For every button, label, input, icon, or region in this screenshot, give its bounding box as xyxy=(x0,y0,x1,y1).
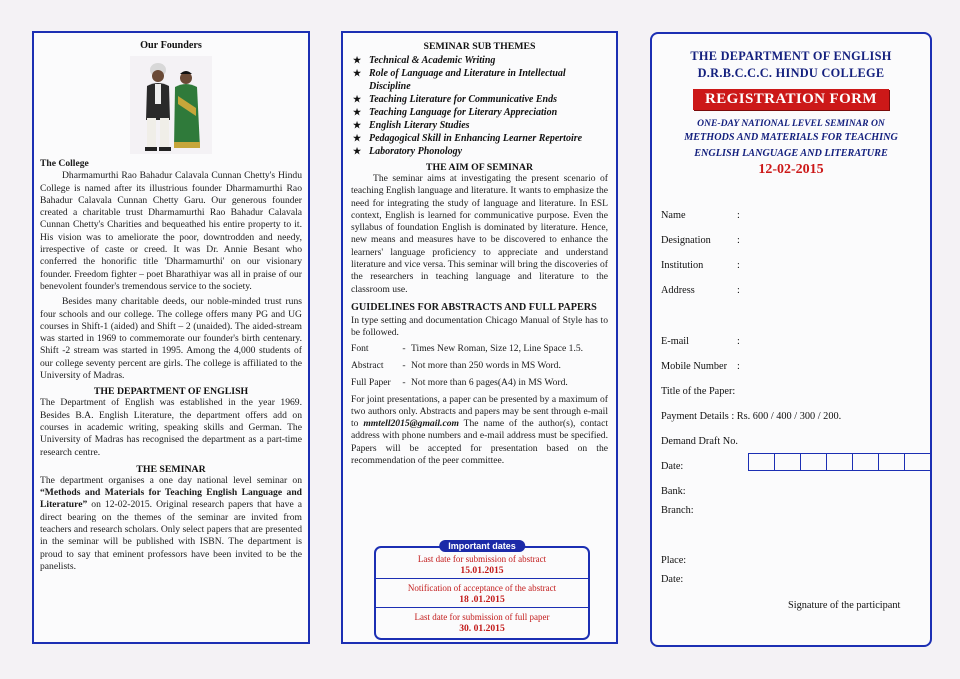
subtheme-item: ★ Role of Language and Literature in Intellectual Discipline xyxy=(353,68,566,92)
guidelines-heading: GUIDELINES FOR ABSTRACTS AND FULL PAPERS xyxy=(351,301,597,313)
date-field[interactable]: Date: xyxy=(661,574,684,585)
registration-form-title: REGISTRATION FORM xyxy=(693,89,889,110)
aim-paragraph: The seminar aims at investigating the present scenario of teaching English language and literature. It wants to emphasize the need for integrating the study of language and literature. In ESL context, English is learned for communicative purpose. Even the syllabus of foundation English is dominated by literature. Hence, new means and measures have to be discovered to enhance the learners' language proficiency to appreciate and understand literature and vice versa. This seminar will bring the discoveries of the researchers in teaching language and literature to the classroom use. xyxy=(351,173,608,295)
subtheme-item: ★ Technical & Academic Writing xyxy=(353,55,496,66)
payment-details: Payment Details : Rs. 600 / 400 / 300 / 200. xyxy=(661,411,842,422)
star-icon: ★ xyxy=(353,107,362,117)
email-link[interactable]: mmtell2015@gmail.com xyxy=(363,418,459,430)
star-icon: ★ xyxy=(353,146,362,156)
date-row: Last date for submission of full paper 30. 01.2015 xyxy=(414,612,550,634)
college-paragraph-2: Besides many charitable deeds, our noble-minded trust runs four schools and our college. The college offers many PG and UG courses in Shift-1 (aided) and Shift – 2 (unaided). The aided-stream was started in 1969 to commemorate our founder's birth centenary. Shift -2 stream was started in 1995. Among the 4,000 students of our college seventy percent are girls. The college is affiliated to the University of Madras. xyxy=(40,296,302,382)
subtheme-item: ★ Pedagogical Skill in Enhancing Learner Repertoire xyxy=(353,133,583,144)
subtheme-item: ★ Teaching Language for Literary Appreciation xyxy=(353,107,558,118)
joint-paragraph: For joint presentations, a paper can be presented by a maximum of two authors only. Abstracts and papers may be sent through e-mail to mmtell2015@gmail.com The name of the author(s), contact address with phone numbers and e-mail address must be specified. Papers will be accepted for presentation based on the recommendation of the peer committee. xyxy=(351,393,608,467)
founders-photo xyxy=(130,56,212,154)
college-name: D.R.B.C.C.C. HINDU COLLEGE xyxy=(697,66,885,80)
mobile-label: Mobile Number xyxy=(661,361,728,372)
mobile-field[interactable]: : xyxy=(737,361,740,372)
aim-heading: THE AIM OF SEMINAR xyxy=(425,162,534,173)
seminar-text-end: on 12-02-2015. Original research papers that have a direct bearing on the themes of the seminar are invited from teachers and research scholars. Only select papers that are presented in the seminar will be published with ISBN. The department is proud to say that eminent professors have been invited to be the panelists. xyxy=(40,499,302,572)
seminar-date: 12-02-2015 xyxy=(758,162,824,177)
designation-field[interactable]: : xyxy=(737,235,740,246)
college-paragraph-1: Dharmamurthi Rao Bahadur Calavala Cunnan Chetty's Hindu College is named after its illustrious founder Dharmamurthi Rao Bahadur Calavala Cunnan Chetty Garu. Our generous founder created a charitable trust Dharmamurthi Rao Bahadur Calavala Cunnan Chetty's Charities and bequeathed his entire property to it. His vision was to ameliorate the poor, downtrodden and needy, irrespective of caste or creed. It was Dr. Annie Besant who conferred the honorific title 'Dharmamurthi' on our visionary founder. Freedom fighter – poet Bharathiyar was all in praise of our benevolent founder's tremendous service to the society. xyxy=(40,170,302,292)
dd-date-boxes[interactable] xyxy=(748,453,931,471)
subthemes-list xyxy=(351,54,608,158)
star-icon: ★ xyxy=(353,94,362,104)
important-dates-box xyxy=(374,541,590,640)
seminar-paragraph xyxy=(40,475,302,573)
founders-title: Our Founders xyxy=(140,40,202,51)
dept-name: THE DEPARTMENT OF ENGLISH xyxy=(690,49,892,63)
seminar-title-2: ENGLISH LANGUAGE AND LITERATURE xyxy=(694,148,888,159)
important-dates-title: Important dates xyxy=(439,540,525,552)
name-field[interactable]: : xyxy=(737,210,740,221)
paper-title-field[interactable]: Title of the Paper: xyxy=(661,386,736,397)
date-row: Last date for submission of abstract 15.01.2015 xyxy=(417,554,547,576)
institution-label: Institution xyxy=(661,260,704,271)
date-row: Notification of acceptance of the abstract 18 .01.2015 xyxy=(407,583,557,605)
seminar-title-1: METHODS AND MATERIALS FOR TEACHING xyxy=(684,132,898,143)
subthemes-heading: SEMINAR SUB THEMES xyxy=(423,41,536,52)
place-field[interactable]: Place: xyxy=(661,555,687,566)
founders-panel xyxy=(32,31,310,644)
designation-label: Designation xyxy=(661,235,711,246)
branch-field[interactable]: Branch: xyxy=(661,505,694,516)
dd-date-label: Date: xyxy=(661,461,684,472)
college-heading: The College xyxy=(40,158,89,169)
seminar-heading: THE SEMINAR xyxy=(136,463,206,475)
seminar-line: ONE-DAY NATIONAL LEVEL SEMINAR ON xyxy=(697,118,885,129)
institution-field[interactable]: : xyxy=(737,260,740,271)
seminar-title: “Methods and Materials for Teaching English Language and Literature” xyxy=(40,487,302,511)
demand-draft-label: Demand Draft No. xyxy=(661,436,738,447)
star-icon: ★ xyxy=(353,133,362,143)
star-icon: ★ xyxy=(353,120,362,130)
department-heading: THE DEPARTMENT OF ENGLISH xyxy=(93,386,249,398)
email-label: E-mail xyxy=(661,336,690,347)
registration-form-panel xyxy=(650,32,932,647)
star-icon: ★ xyxy=(353,55,362,65)
guidelines-paragraph: In type setting and documentation Chicago Manual of Style has to be followed. xyxy=(351,314,608,339)
department-paragraph: The Department of English was established in the year 1969. Besides B.A. English Literature, the department offers add on courses in academic writing, speaking skills and German. The University of Madras has recognised the department as a part-time research centre. xyxy=(40,397,302,458)
seminar-text-start: The department organises a one day national level seminar on xyxy=(40,474,302,486)
name-label: Name xyxy=(661,210,686,221)
subtheme-item: ★ English Literary Studies xyxy=(353,120,470,131)
spec-abstract: Abstract - Not more than 250 words in MS Word. xyxy=(351,359,561,371)
bank-field[interactable]: Bank: xyxy=(661,486,686,497)
subtheme-item: ★ Teaching Literature for Communicative Ends xyxy=(353,94,557,105)
seminar-info-panel xyxy=(341,31,618,644)
signature-label: Signature of the participant xyxy=(788,600,901,611)
spec-font: Font - Times New Roman, Size 12, Line Space 1.5. xyxy=(351,342,584,354)
star-icon: ★ xyxy=(353,68,362,78)
spec-full-paper: Full Paper - Not more than 6 pages(A4) in MS Word. xyxy=(351,376,568,388)
address-field[interactable]: : xyxy=(737,285,740,296)
address-label: Address xyxy=(661,285,695,296)
email-field[interactable]: : xyxy=(737,336,740,347)
subtheme-item: ★ Laboratory Phonology xyxy=(353,146,463,157)
